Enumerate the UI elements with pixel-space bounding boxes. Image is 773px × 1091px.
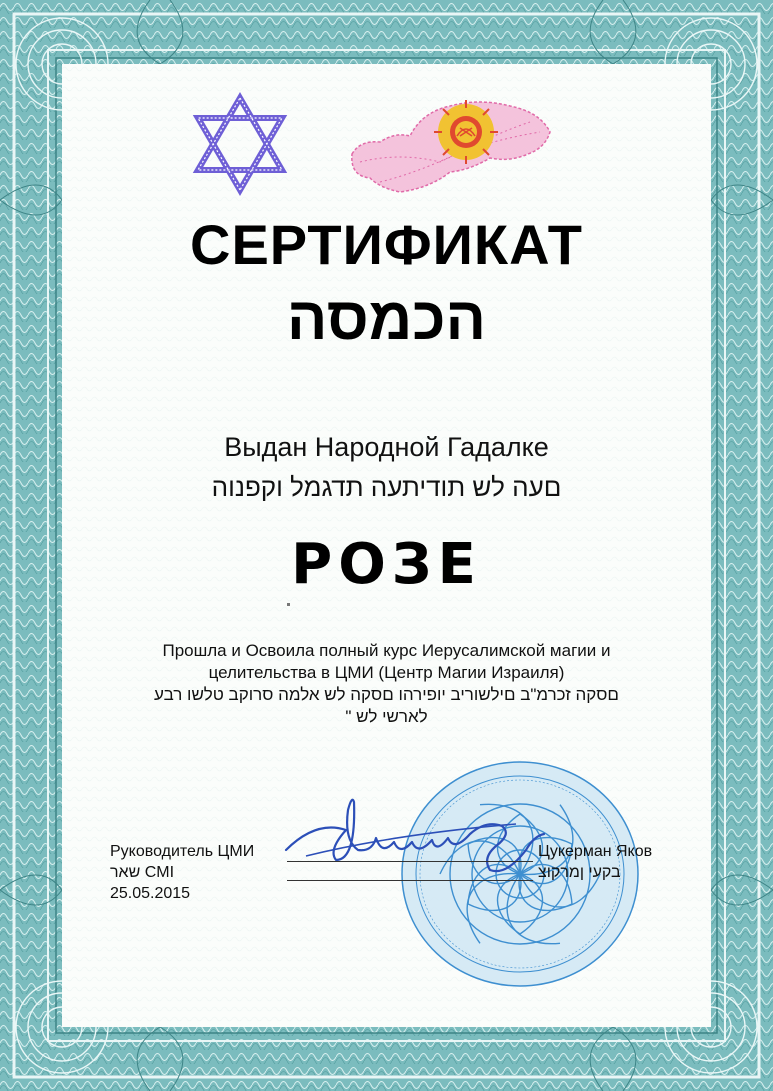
issued-to-he: םעה לש תודיתעה תדגמל וקפנוה: [211, 472, 562, 502]
recipient-name: РОЗЕ: [291, 532, 482, 597]
signatory-name-ru: Цукерман Яков: [538, 843, 653, 860]
issue-date: 25.05.2015: [110, 885, 191, 902]
certificate-title-he: הכמסה: [286, 285, 487, 352]
signatory-role-he: שאר CMI: [110, 864, 175, 881]
issued-to-ru: Выдан Народной Гадалке: [224, 432, 549, 462]
body-line: целительства в ЦМИ (Центр Магии Израиля): [208, 663, 565, 682]
decorative-dot: [287, 603, 290, 606]
star-of-david-icon: [192, 92, 288, 196]
signatory-name-he: בקעי ןמרקוצ: [538, 864, 621, 881]
body-line: םסקה זכרמ"ב םילשוריב יופירהו םסקה לש אלמה סרוקב טלשו רבע: [154, 685, 619, 704]
certificate-body: [0, 640, 773, 728]
signatory-role-ru: Руководитель ЦМИ: [110, 843, 255, 860]
body-line: Прошла и Освоила полный курс Иерусалимской магии и: [162, 641, 611, 660]
signature-line: [287, 880, 533, 881]
kyrgyzstan-map-flag-icon: [340, 92, 555, 200]
certificate-title-ru: СЕРТИФИКАТ: [190, 213, 583, 276]
body-line: " לארשי לש: [345, 707, 428, 726]
signature-line: [287, 861, 533, 862]
signature-icon: [276, 790, 566, 890]
